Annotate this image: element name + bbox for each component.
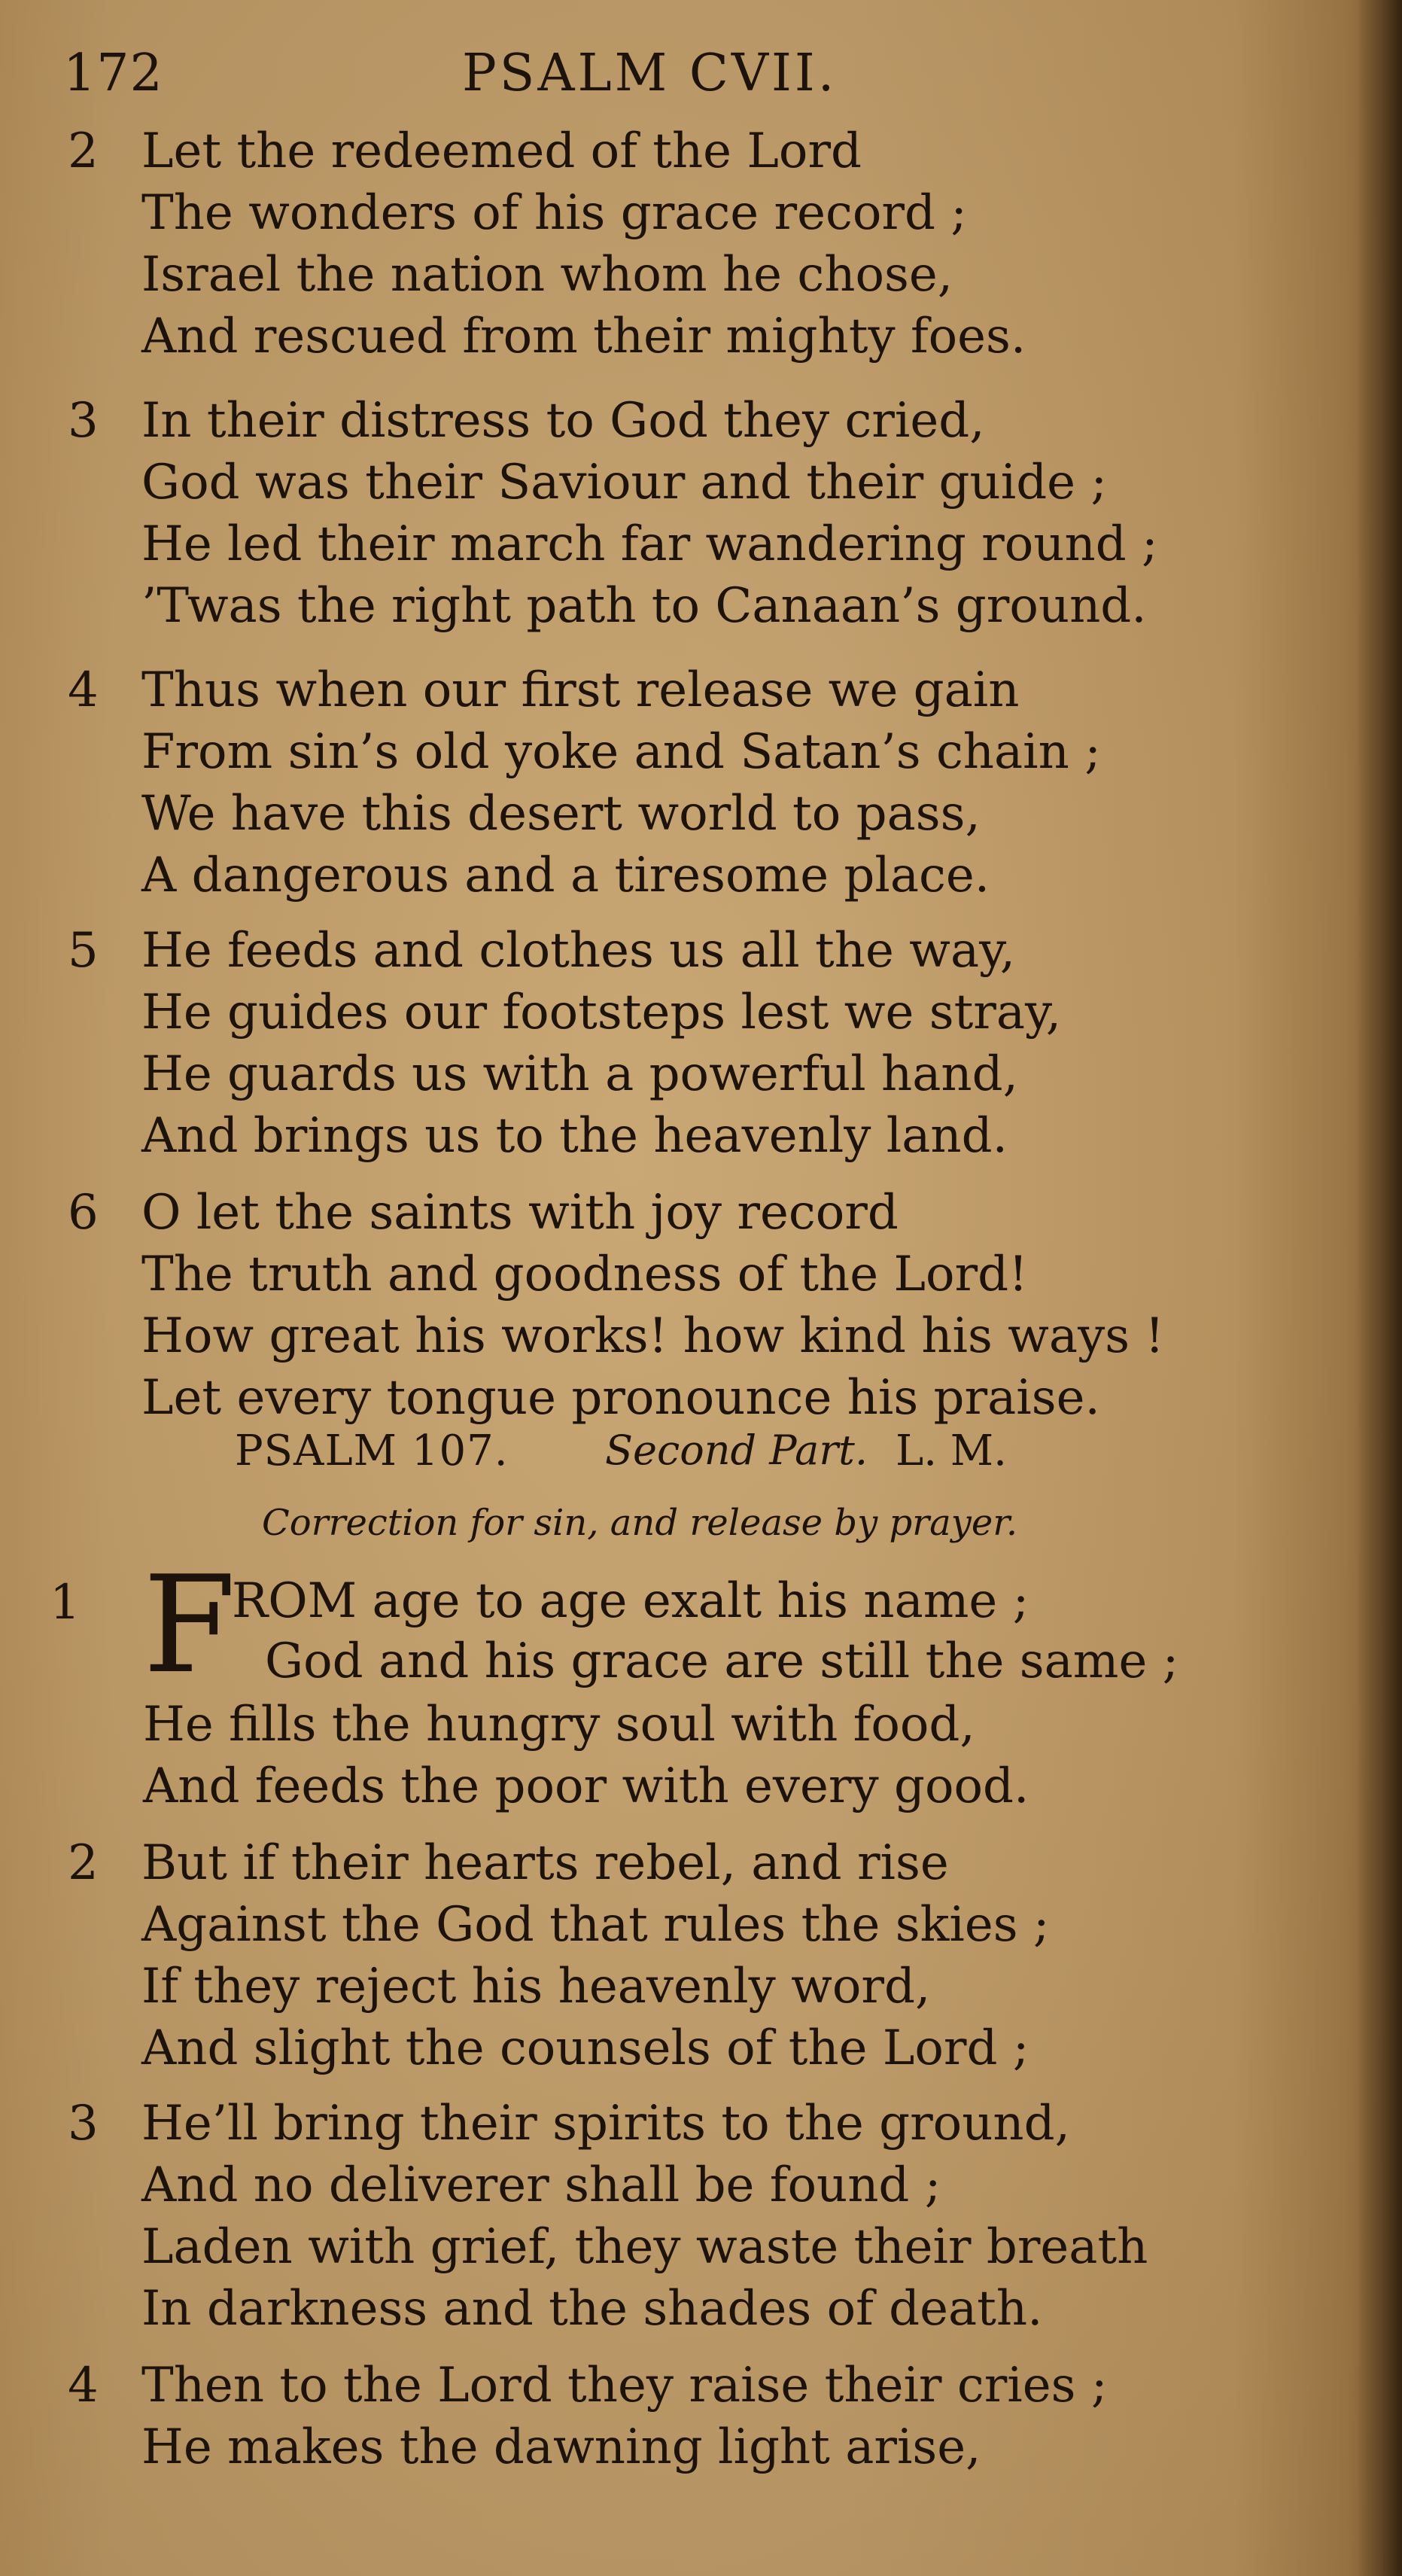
verse-line: Let the redeemed of the Lord — [141, 123, 862, 179]
verse-line: If they reject his heavenly word, — [141, 1959, 931, 2014]
verse-line: How great his works! how kind his ways ! — [141, 1308, 1165, 1364]
verse-number: 4 — [68, 2358, 99, 2413]
verse-number: 2 — [68, 1835, 99, 1891]
running-title: PSALM CVII. — [462, 44, 838, 103]
verse-line: A dangerous and a tiresome place. — [141, 848, 990, 903]
page-header — [63, 27, 891, 110]
verse-line: And feeds the poor with every good. — [143, 1758, 1029, 1814]
verse-line: He fills the hungry soul with food, — [143, 1697, 975, 1752]
verse-line: ROM age to age exalt his name ; — [232, 1573, 1029, 1629]
verse-line: Then to the Lord they raise their cries ; — [141, 2358, 1108, 2413]
verse-number: 3 — [68, 2096, 99, 2151]
verse-line: He feeds and clothes us all the way, — [141, 923, 1016, 979]
verse-line: From sin’s old yoke and Satan’s chain ; — [141, 724, 1101, 780]
verse-line: And slight the counsels of the Lord ; — [141, 2020, 1029, 2076]
verse-line: The truth and goodness of the Lord! — [141, 1247, 1028, 1302]
verse-number: 4 — [68, 662, 99, 718]
verse-line: We have this desert world to pass, — [141, 786, 981, 842]
verse-line: And brings us to the heavenly land. — [141, 1108, 1008, 1164]
verse-line: Israel the nation whom he chose, — [141, 247, 953, 303]
verse-line: God and his grace are still the same ; — [265, 1634, 1179, 1689]
drop-cap: F — [143, 1547, 236, 1703]
verse-number: 5 — [68, 923, 99, 979]
page-number: 172 — [63, 44, 163, 103]
verse-line: And rescued from their mighty foes. — [141, 309, 1026, 364]
verse-line: He makes the dawning light arise, — [141, 2419, 981, 2475]
verse-line: Let every tongue pronounce his praise. — [141, 1370, 1100, 1426]
verse-number: 3 — [68, 393, 99, 449]
section-meter: L. M. — [896, 1427, 1007, 1475]
verse-line: But if their hearts rebel, and rise — [141, 1835, 949, 1891]
verse-line: He guides our footsteps lest we stray, — [141, 985, 1062, 1040]
verse-line: He guards us with a powerful hand, — [141, 1046, 1018, 1102]
verse-line: Thus when our first release we gain — [141, 662, 1020, 718]
verse-line: The wonders of his grace record ; — [141, 185, 967, 241]
verse-line: In darkness and the shades of death. — [141, 2281, 1043, 2337]
verse-number: 6 — [68, 1185, 99, 1241]
verse-number: 2 — [68, 123, 99, 179]
verse-line: And no deliverer shall be found ; — [141, 2157, 941, 2213]
section-part-heading: Second Part. — [605, 1427, 868, 1474]
verse-line: Against the God that rules the skies ; — [141, 1897, 1050, 1953]
verse-line: God was their Saviour and their guide ; — [141, 455, 1107, 510]
section-subtitle: Correction for sin, and release by prayer. — [262, 1502, 1018, 1544]
verse-line: He led their march far wandering round ; — [141, 516, 1158, 572]
verse-line: He’ll bring their spirits to the ground, — [141, 2096, 1070, 2151]
verse-line: O let the saints with joy record — [141, 1185, 899, 1241]
page-gutter-shadow — [1357, 0, 1402, 2576]
verse-line: ’Twas the right path to Canaan’s ground. — [141, 578, 1147, 634]
verse-line: Laden with grief, they waste their breath — [141, 2219, 1148, 2275]
section-psalm-heading: PSALM 107. — [235, 1427, 509, 1475]
verse-line: In their distress to God they cried, — [141, 393, 985, 449]
verse-number: 1 — [50, 1575, 81, 1631]
